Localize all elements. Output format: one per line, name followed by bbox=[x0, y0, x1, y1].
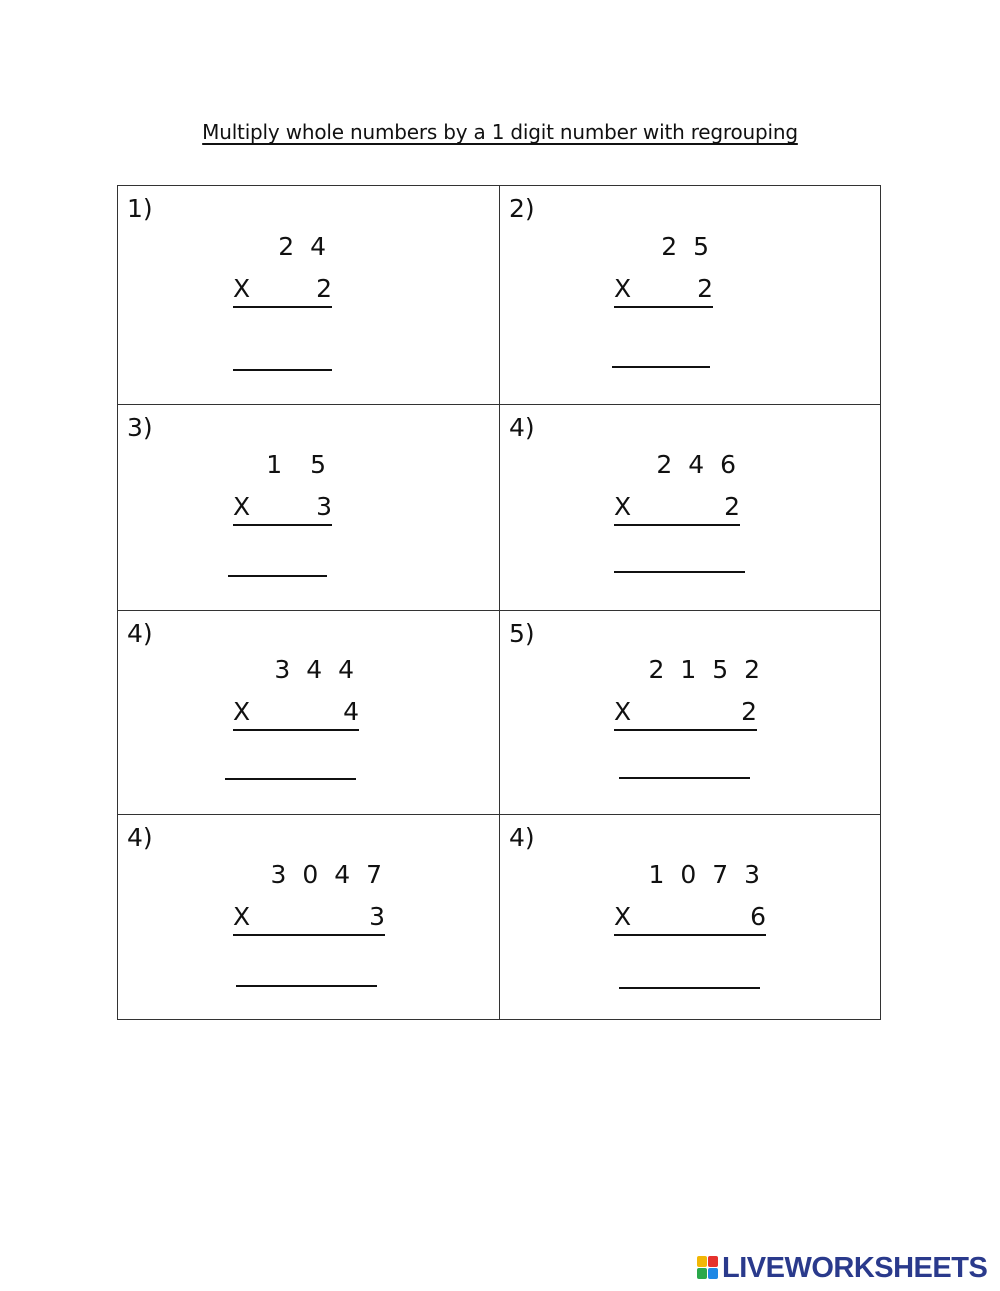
multiplicand: 1 5 bbox=[266, 450, 330, 479]
problem-number: 4) bbox=[127, 619, 153, 648]
multiplier: 2 bbox=[697, 274, 713, 303]
problem-number: 1) bbox=[127, 194, 153, 223]
multiplier: 6 bbox=[750, 902, 766, 931]
answer-blank[interactable] bbox=[228, 575, 327, 577]
answer-blank[interactable] bbox=[612, 366, 710, 368]
multiplier-row bbox=[233, 902, 385, 936]
multiplier: 2 bbox=[316, 274, 332, 303]
problem-number: 4) bbox=[127, 823, 153, 852]
problem-cell-3 bbox=[118, 405, 499, 610]
problem-number: 4) bbox=[509, 413, 535, 442]
multiply-sign: X bbox=[233, 697, 251, 726]
multiplier-row bbox=[614, 274, 713, 308]
problem-cell-6 bbox=[500, 611, 881, 814]
problem-number: 5) bbox=[509, 619, 535, 648]
problem-number: 2) bbox=[509, 194, 535, 223]
multiplicand: 3 4 4 bbox=[274, 655, 358, 684]
multiplier: 2 bbox=[741, 697, 757, 726]
multiplier-row bbox=[614, 902, 766, 936]
liveworksheets-logo-icon bbox=[697, 1256, 719, 1280]
answer-blank[interactable] bbox=[619, 987, 760, 989]
multiplier: 3 bbox=[369, 902, 385, 931]
answer-blank[interactable] bbox=[225, 778, 356, 780]
logo-text: LIVEWORKSHEETS bbox=[722, 1251, 988, 1284]
answer-blank[interactable] bbox=[614, 571, 745, 573]
problem-cell-2 bbox=[500, 186, 881, 404]
multiplier: 3 bbox=[316, 492, 332, 521]
problem-number: 4) bbox=[509, 823, 535, 852]
multiplicand: 2 4 bbox=[278, 232, 330, 261]
multiply-sign: X bbox=[614, 492, 632, 521]
multiplier-row bbox=[614, 697, 757, 731]
liveworksheets-logo[interactable] bbox=[697, 1253, 987, 1283]
multiply-sign: X bbox=[233, 902, 251, 931]
answer-blank[interactable] bbox=[619, 777, 750, 779]
multiplier: 4 bbox=[343, 697, 359, 726]
multiplicand: 2 1 5 2 bbox=[648, 655, 764, 684]
problem-number: 3) bbox=[127, 413, 153, 442]
multiply-sign: X bbox=[233, 274, 251, 303]
multiplier-row bbox=[233, 697, 359, 731]
multiply-sign: X bbox=[614, 902, 632, 931]
problem-cell-1 bbox=[118, 186, 499, 404]
answer-blank[interactable] bbox=[233, 369, 332, 371]
multiplicand: 3 0 4 7 bbox=[270, 860, 386, 889]
multiplicand: 2 5 bbox=[661, 232, 713, 261]
multiplier-row bbox=[233, 274, 332, 308]
multiply-sign: X bbox=[233, 492, 251, 521]
multiplicand: 2 4 6 bbox=[656, 450, 740, 479]
answer-blank[interactable] bbox=[236, 985, 377, 987]
problem-cell-4 bbox=[500, 405, 881, 610]
worksheet-title: Multiply whole numbers by a 1 digit number with regrouping bbox=[202, 120, 798, 144]
multiplicand: 1 0 7 3 bbox=[648, 860, 764, 889]
problem-cell-8 bbox=[500, 815, 881, 1019]
multiply-sign: X bbox=[614, 697, 632, 726]
multiplier: 2 bbox=[724, 492, 740, 521]
problem-grid bbox=[117, 185, 881, 1020]
problem-cell-5 bbox=[118, 611, 499, 814]
multiplier-row bbox=[614, 492, 740, 526]
multiply-sign: X bbox=[614, 274, 632, 303]
multiplier-row bbox=[233, 492, 332, 526]
problem-cell-7 bbox=[118, 815, 499, 1019]
